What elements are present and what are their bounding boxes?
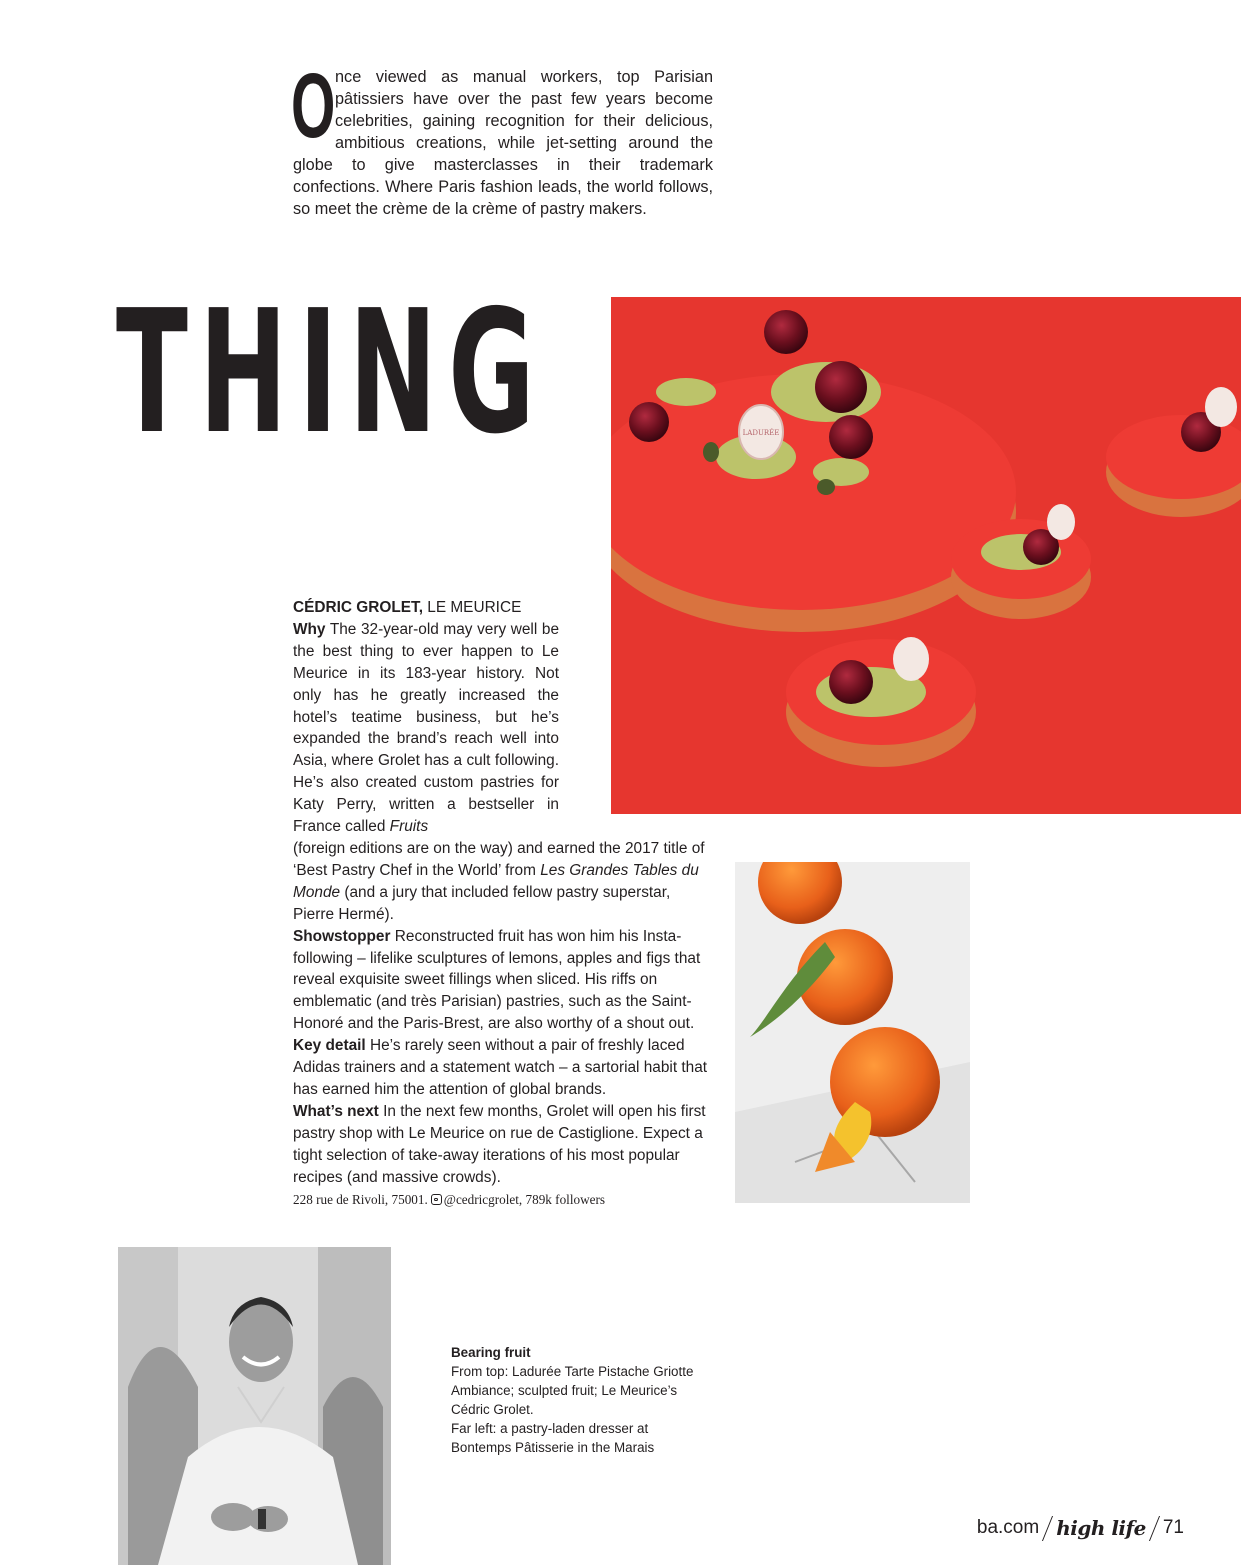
fruit-illustration — [735, 862, 970, 1203]
whats-next-label: What’s next — [293, 1102, 379, 1120]
photo-caption — [451, 1343, 711, 1457]
why-label: Why — [293, 620, 326, 638]
whats-next-text: In the next few months, Grolet will open his first pastry shop with Le Meurice on rue de Castiglione. Expect a tight selection of take-away iterations of his most popular recipes (and massive crowds). — [293, 1102, 706, 1186]
showstopper-text: Reconstructed fruit has won him his Insta-following – lifelike sculptures of lemons, apples and figs that reveal exquisite sweet fillings when sliced. His riffs on emblematic (and très Parisian) pastries, such as the Saint-Honoré and the Paris-Brest, are also worthy of a shout out. — [293, 927, 701, 1033]
page-footer — [977, 1514, 1184, 1542]
chef-illustration — [118, 1247, 391, 1565]
why-text-3: (and a jury that included fellow pastry superstar, Pierre Hermé). — [293, 883, 671, 923]
chef-name: CÉDRIC GROLET, — [293, 599, 423, 616]
address: 228 rue de Rivoli, 75001. — [293, 1192, 428, 1208]
why-paragraph — [293, 619, 559, 838]
showstopper-label: Showstopper — [293, 927, 391, 945]
instagram-handle: @cedricgrolet, 789k followers — [443, 1192, 605, 1208]
footer-divider — [1042, 1516, 1053, 1541]
caption-title: Bearing fruit — [451, 1345, 531, 1360]
footer-magazine-name: high life — [1056, 1516, 1146, 1540]
intro-text: nce viewed as manual workers, top Parisian pâtissiers have over the past few years become celebrities, gaining recognition for their delicious, ambitious creations, while jet-setting around the globe to give masterclasses in their trademark confections. Where Paris fashion leads, the world follows, so meet the crème de la crème of pastry makers. — [293, 68, 713, 218]
why-text-2: (foreign editions are on the way) and earned the 2017 title of ‘Best Pastry Chef in the World’ from — [293, 839, 705, 879]
whats-next-paragraph — [293, 1101, 713, 1189]
intro-paragraph — [291, 55, 713, 220]
key-detail-text: He’s rarely seen without a pair of freshly laced Adidas trainers and a statement watch – a sartorial habit that has earned him the attention of global brands. — [293, 1037, 708, 1098]
showstopper-paragraph — [293, 926, 713, 1036]
why-book-title: Fruits — [389, 818, 429, 836]
address-line — [293, 1190, 713, 1210]
article-body — [293, 597, 713, 1210]
sculpted-fruit-photo — [735, 862, 970, 1203]
drop-cap: O — [291, 55, 336, 157]
why-paragraph-continued — [293, 838, 713, 926]
page-number: 71 — [1162, 1517, 1184, 1538]
laduree-logo-text: LADURÉE — [742, 429, 780, 437]
why-publication: Les Grandes Tables du Monde — [293, 861, 699, 901]
caption-line-2: Far left: a pastry-laden dresser at Bontemps Pâtisserie in the Marais — [451, 1421, 655, 1455]
key-detail-label: Key detail — [293, 1037, 366, 1055]
caption-line-1: From top: Ladurée Tarte Pistache Griotte Ambiance; sculpted fruit; Le Meurice’s Cédric Grolet. — [451, 1364, 694, 1417]
why-text-1: The 32-year-old may very well be the best thing to ever happen to Le Meurice in its 183-year history. Not only has he greatly increased the hotel’s teatime business, but he’s expanded the brand’s reach well into Asia, where Grolet has a cult following. He’s also created custom pastries for Katy Perry, written a bestseller in France called — [293, 620, 559, 836]
key-detail-paragraph — [293, 1035, 713, 1101]
chef-heading — [293, 597, 559, 619]
chef-venue: LE MEURICE — [427, 599, 522, 616]
section-headline: THING — [116, 274, 546, 472]
chef-portrait-photo — [118, 1247, 391, 1565]
footer-site: ba.com — [976, 1517, 1040, 1538]
instagram-icon — [431, 1194, 442, 1205]
footer-divider — [1149, 1516, 1160, 1541]
